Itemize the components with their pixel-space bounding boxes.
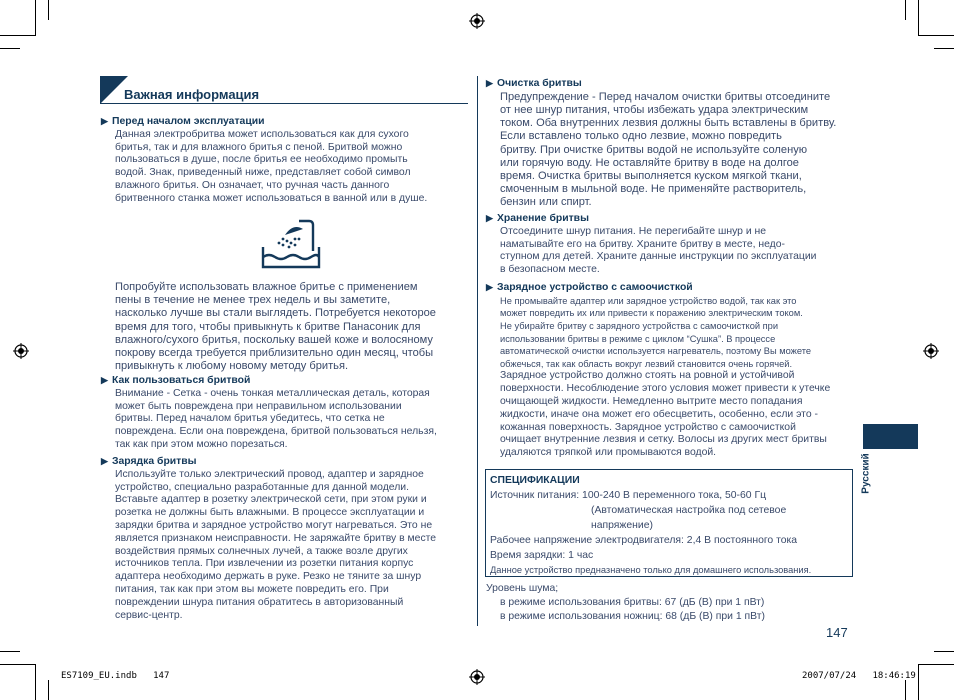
- crop-mark: [0, 664, 36, 665]
- crosshair-icon: [469, 13, 485, 29]
- section-self-cleaning-charger: [486, 281, 858, 460]
- bathtub-shower-icon: [259, 219, 323, 271]
- section-body: Зарядное устройство должно стоять на ровной и устойчивой поверхности. Несоблюдение этого условия может привести к утечке очищающей жидкости. Немедленно вытрите место попадания жидкости, иначе она может его обесцветить, особенно, если это - кожанная поверхность. Зарядное устройство с самоочисткой очищает внутренние лезвия и сетку. Волосы из других мест бритвы удаляются тряпкой или промываются водой.: [500, 370, 831, 459]
- section-body: Используйте только электрический провод, адаптер и зарядное устройство, специально разработанные для данной модели. Вставьте адаптер в розетку электрической сети, при этом руки и розетка не должны быть влажными. В процессе эксплуатации и зарядки бритва и зарядное устройство могут нагреваться. Это не является признаком неисправности. Не заряжайте бритву в месте воздействия прямых солнечных лучей, а также возле других источников тепла. При извлечении из розетки питания корпус адаптера необходимо держать в руке. Резко не тяните за шнур питания, так как при этом вы можете повредить его. При повреждении шнура питания обратитесь в авторизованный сервис-центр.: [115, 468, 437, 621]
- section-title: Зарядка бритвы: [112, 456, 197, 467]
- section-how-to-use: [101, 374, 473, 452]
- spec-charge: Время зарядки: 1 час: [490, 550, 594, 561]
- crosshair-icon: [469, 669, 485, 685]
- crop-mark: [35, 664, 36, 700]
- triangle-right-icon: ▶: [101, 375, 108, 385]
- section-cleaning: [486, 77, 858, 210]
- section-wet-shave-tip: [101, 281, 473, 373]
- crop-mark: [48, 680, 49, 700]
- crop-mark: [934, 48, 954, 49]
- footer-file: ES7109_EU.indb 147: [61, 671, 170, 681]
- section-body: Внимание - Сетка - очень тонкая металлическая деталь, которая может быть повреждена при неправильном использовании бритвы. Перед началом бритья убедитесь, что сетка не повреждена. Если она повреждена, бритвой пользоваться нельзя, так как при этом можно порезаться.: [115, 387, 437, 450]
- crop-mark: [0, 48, 20, 49]
- triangle-right-icon: ▶: [101, 456, 108, 466]
- page-number: 147: [826, 625, 848, 640]
- crop-mark: [35, 0, 36, 36]
- noise-trimmer: в режиме использования ножниц: 68 (дБ (В) при 1 пВт): [500, 611, 765, 622]
- crop-mark: [918, 35, 954, 36]
- specifications-title: СПЕЦИФИКАЦИИ: [490, 475, 580, 486]
- crosshair-icon: [13, 343, 29, 359]
- language-tab: [863, 424, 918, 449]
- noise-level: [486, 582, 858, 624]
- crop-mark: [934, 651, 954, 652]
- section-body: Попробуйте использовать влажное бритье с применением пены в течение не менее трех недель и вы заметите, насколько лучше вы стали выглядеть. Потребуется некоторое время для того, чтобы привыкнуть к бритве Панасоник для влажного/сухого бритья, поскольку вашей коже и волосяному покрову всегда требуется приблизительно один месяц, чтобы привыкнуть к любому новому методу бритья.: [115, 281, 436, 373]
- spec-home-use: Данное устройство предназначено только для домашнего использования.: [490, 565, 812, 575]
- crop-mark: [918, 0, 919, 36]
- section-before-use: [101, 115, 473, 206]
- section-title: Очистка бритвы: [497, 78, 582, 89]
- section-heading: [100, 76, 468, 104]
- crop-mark: [918, 664, 954, 665]
- spec-motor: Рабочее напряжение электродвигателя: 2,4 В постоянного тока: [490, 535, 798, 546]
- crop-mark: [918, 664, 919, 700]
- triangle-right-icon: ▶: [486, 282, 493, 292]
- language-label: Русский: [860, 453, 872, 494]
- section-charging: [101, 455, 473, 622]
- spec-power-note: (Автоматическая настройка под сетевое: [591, 505, 787, 516]
- specifications-box: [485, 469, 853, 577]
- crosshair-icon: [923, 343, 939, 359]
- crop-mark: [0, 35, 36, 36]
- spec-power-note: напряжение): [591, 520, 653, 531]
- page-title: Важная информация: [124, 87, 260, 102]
- crop-mark: [905, 680, 906, 700]
- crop-mark: [0, 651, 20, 652]
- heading-underline: [100, 103, 468, 104]
- crop-mark: [905, 0, 906, 20]
- footer-date: 2007/07/24 18:46:19: [802, 671, 916, 681]
- crop-mark: [48, 0, 49, 20]
- section-body-small: Не промывайте адаптер или зарядное устройство водой, так как это может повредить их или привести к поражению электрическим током. Не убирайте бритву с зарядного устройства с самоочисткой при использовании бритвы в режиме с циклом “Сушка”. В процессе автоматической очистки используется нагреватель, поэтому Вы можете обжечься, так как область вокруг лезвий становится очень горячей.: [500, 295, 812, 369]
- section-body: Данная электробритва может использоваться как для сухого бритья, так и для влажного бритья с пеной. Бритвой можно пользоваться в душе, после бритья ее необходимо промыть водой. Знак, приведенный ниже, представляет собой символ влажного бритья. Он означает, что ручная часть данного бритвенного станка может использоваться в ванной или в душе.: [115, 128, 428, 204]
- triangle-right-icon: ▶: [101, 116, 108, 126]
- triangle-right-icon: ▶: [486, 213, 493, 223]
- section-title: Как пользоваться бритвой: [112, 375, 251, 386]
- section-title: Зарядное устройство с самоочисткой: [497, 282, 693, 293]
- noise-label: Уровень шума;: [486, 583, 559, 594]
- section-title: Перед началом эксплуатации: [112, 116, 265, 127]
- section-title: Хранение бритвы: [497, 213, 589, 224]
- noise-shave: в режиме использования бритвы: 67 (дБ (В) при 1 пВт): [500, 597, 765, 608]
- triangle-right-icon: ▶: [486, 78, 493, 88]
- column-divider: [477, 76, 478, 626]
- spec-power: Источник питания: 100-240 В переменного тока, 50-60 Гц: [490, 490, 767, 501]
- section-body: Предупреждение - Перед началом очистки бритвы отсоедините от нее шнур питания, чтобы избежать удара электрическим током. Оба внутренних лезвия должны быть вставлены в бритву. Если вставлено только одно лезвие, можно повредить бритву. При очистке бритвы водой не используйте соленую или горячую воду. Не оставляйте бритву в воде на долгое время. Очистка бритвы выполняется куском мягкой ткани, смоченным в мыльной воде. Не применяйте растворитель, бензин или спирт.: [500, 90, 837, 209]
- section-storage: [486, 212, 858, 277]
- section-body: Отсоедините шнур питания. Не перегибайте шнур и не наматывайте его на бритву. Храните бритву в месте, недо- ступном для детей. Храните данные инструкции по эксплуатации в безопасном месте.: [500, 225, 817, 276]
